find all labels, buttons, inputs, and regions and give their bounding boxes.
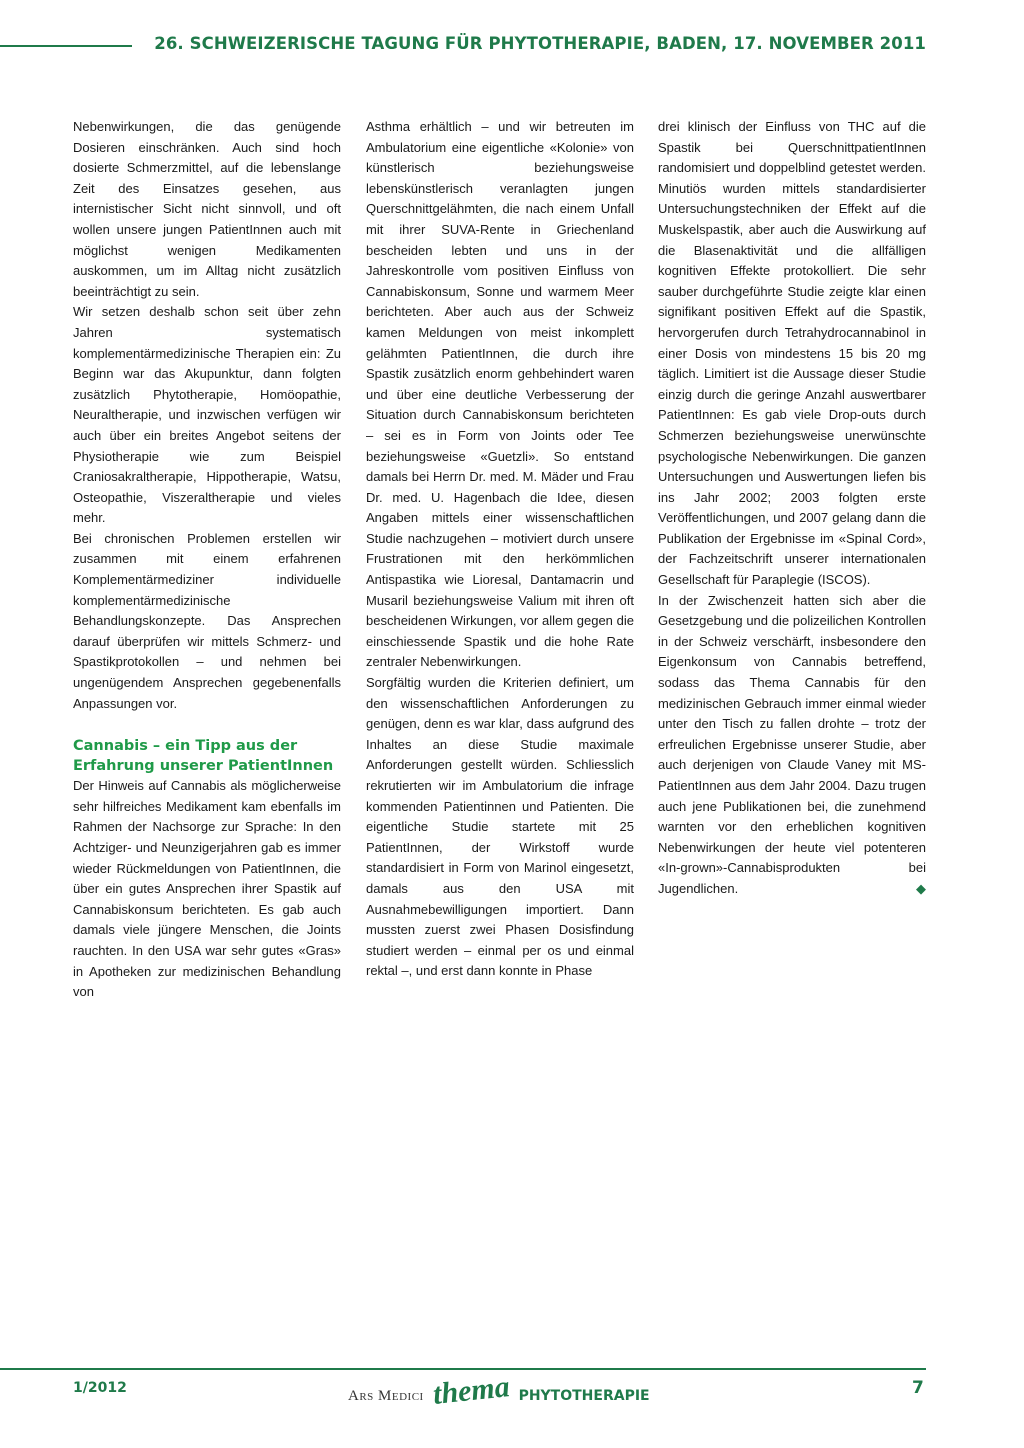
paragraph: Der Hinweis auf Cannabis als möglicherweise sehr hilfreiches Medikament kam ebenfalls im Rahmen der Nachsorge zur Sprache: In den Achtziger- und Neunzigerjahren gab es immer wieder Rückmeldungen von PatientInnen, die über ein gutes Ansprechen ihrer Spastik auf Cannabiskonsum berichteten. Es gab auch damals viele jüngere Menschen, die Joints rauchten. In den USA war sehr gutes «Gras» in Apotheken zur medizinischen Behandlung von (73, 778, 341, 1000)
paragraph-text: In der Zwischenzeit hatten sich aber die Gesetzgebung und die polizeilichen Kontrollen in der Schweiz verschärft, insbesondere den Eigenkonsum von Cannabis betreffend, sodass das Thema Cannabis für den medizinischen Gebrauch immer einmal wieder unter den Tisch zu fallen drohte – trotz der erfreulichen Ergebnisse unserer Studie, aber auch derjenigen von Claude Vaney mit MS-PatientInnen aus dem Jahr 2004. Dazu trugen auch jene Publikationen bei, die zunehmend warnten vor den erheblichen kognitiven Nebenwirkungen der heute viel potenteren «In-grown»-Cannabisprodukten bei Jugendlichen. (658, 592, 926, 896)
paragraph: Wir setzen deshalb schon seit über zehn Jahren systematisch komplementärmedizinische Therapien ein: Zu Beginn war das Akupunktur, dann folgten zusätzlich Phytotherapie, Homöopathie, Neuraltherapie, und inzwischen verfügen wir auch über ein breites Angebot seitens der Physiotherapie wie zum Beispiel Craniosakraltherapie, Hippotherapie, Watsu, Osteopathie, Viszeraltherapie und vieles mehr. (73, 304, 341, 526)
paragraph: drei klinisch der Einfluss von THC auf die Spastik bei QuerschnittpatientInnen randomisiert und doppelblind getestet werden. Minutiös wurden mittels standardisierter Untersuchungstechniken der Effekt auf die Muskelspastik, aber auch die Auswirkung auf die Blasenaktivität und die allfälligen kognitiven Effekte protokolliert. Die sehr sauber durchgeführte Studie zeigte klar einen signifikant positiven Effekt auf die Spastik, hervorgerufen durch Tetrahydrocannabinol in einer Dosis von mindestens 15 bis 20 mg täglich. Limitiert ist die Aussage dieser Studie einzig durch die geringe Anzahl auswertbarer PatientInnen: Es gab viele Drop-outs durch Schmerzen beziehungsweise unerwünschte psychologische Nebenwirkungen. Die ganzen Untersuchungen und Auswertungen liefen bis ins Jahr 2002; 2003 folgten erste Veröffentlichungen, und 2007 gelang dann die Publikation der Ergebnisse im «Spinal Cord», der Fachzeitschrift unserer internationalen Gesellschaft für Paraplegie (ISCOS). (658, 119, 926, 588)
text-column-1 (73, 117, 341, 1003)
brand-ars-medici: Ars Medici (348, 1388, 424, 1404)
header-rule (0, 45, 132, 47)
brand-section: PHYTOTHERAPIE (518, 1388, 650, 1404)
end-of-article-diamond-icon: ◆ (916, 880, 926, 896)
section-heading: Cannabis – ein Tipp aus der Erfahrung unserer PatientInnen (73, 738, 334, 775)
paragraph: Nebenwirkungen, die das genügende Dosieren einschränken. Auch sind hoch dosierte Schmerzmittel, auf die lebenslange Zeit des Einsatzes gesehen, aus internistischer Sicht nicht sinnvoll, und oft wollen unsere jungen PatientInnen auch mit möglichst wenigen Medikamenten auskommen, um im Alltag nicht zusätzlich beeinträchtigt zu sein. (73, 119, 341, 299)
brand-thema: thema (431, 1370, 511, 1411)
footer-rule (0, 1368, 926, 1370)
running-header: 26. SCHWEIZERISCHE TAGUNG FÜR PHYTOTHERAPIE, BADEN, 17. NOVEMBER 2011 (154, 34, 926, 53)
paragraph: Asthma erhältlich – und wir betreuten im Ambulatorium eine eigentliche «Kolonie» von künstlerisch beziehungsweise lebenskünstlerisch veranlagten jungen Querschnittgelähmten, die nach einem Unfall mit ihrer SUVA-Rente in Griechenland bescheiden lebten und uns in der Jahreskontrolle vom positiven Einfluss von Cannabiskonsum, Sonne und warmem Meer berichteten. Aber auch aus der Schweiz kamen Meldungen von meist inkomplett gelähmten PatientInnen, die durch ihre Spastik zusätzlich enorm gehbehindert waren und über eine deutliche Verbesserung der Situation durch Cannabiskonsum berichteten – sei es in Form von Joints oder Tee beziehungsweise «Guetzli». So entstand damals bei Herrn Dr. med. M. Mäder und Frau Dr. med. U. Hagenbach die Idee, diesen Angaben mittels einer wissenschaftlichen Studie nachzugehen – motiviert durch unsere Frustrationen mit den herkömmlichen Antispastika wie Lioresal, Dantamacrin und Musaril beziehungsweise Valium mit ihren oft bescheidenen Wirkungen, vor allem gegen die einschiessende Spastik und die hohe Rate zentraler Nebenwirkungen. (366, 119, 634, 670)
paragraph: Bei chronischen Problemen erstellen wir zusammen mit einem erfahrenen Komplementärmediziner individuelle komplementärmedizinische Behandlungskonzepte. Das Ansprechen darauf überprüfen wir mittels Schmerz- und Spastikprotokollen – und nehmen bei ungenügendem Ansprechen gegebenenfalls Anpassungen vor. (73, 530, 341, 711)
text-column-2 (366, 117, 634, 982)
paragraph: Sorgfältig wurden die Kriterien definiert, um den wissenschaftlichen Anforderungen zu genügen, denn es war klar, dass aufgrund des Inhaltes an diese Studie maximale Anforderungen gestellt würden. Schliesslich rekrutierten wir im Ambulatorium die infrage kommenden Patientinnen und Patienten. Die eigentliche Studie startete mit 25 PatientInnen, der Wirkstoff wurde standardisiert in Form von Marinol eingesetzt, damals aus den USA mit Ausnahmebewilligungen importiert. Dann mussten zuerst zwei Phasen Dosisfindung studiert werden – einmal per os und einmal rektal –, und erst dann konnte in Phase (366, 675, 634, 979)
paragraph (658, 591, 926, 900)
page-number: 7 (912, 1378, 924, 1398)
magazine-logo (348, 1370, 650, 1414)
issue-number: 1/2012 (73, 1380, 127, 1396)
text-column-3 (658, 117, 926, 900)
